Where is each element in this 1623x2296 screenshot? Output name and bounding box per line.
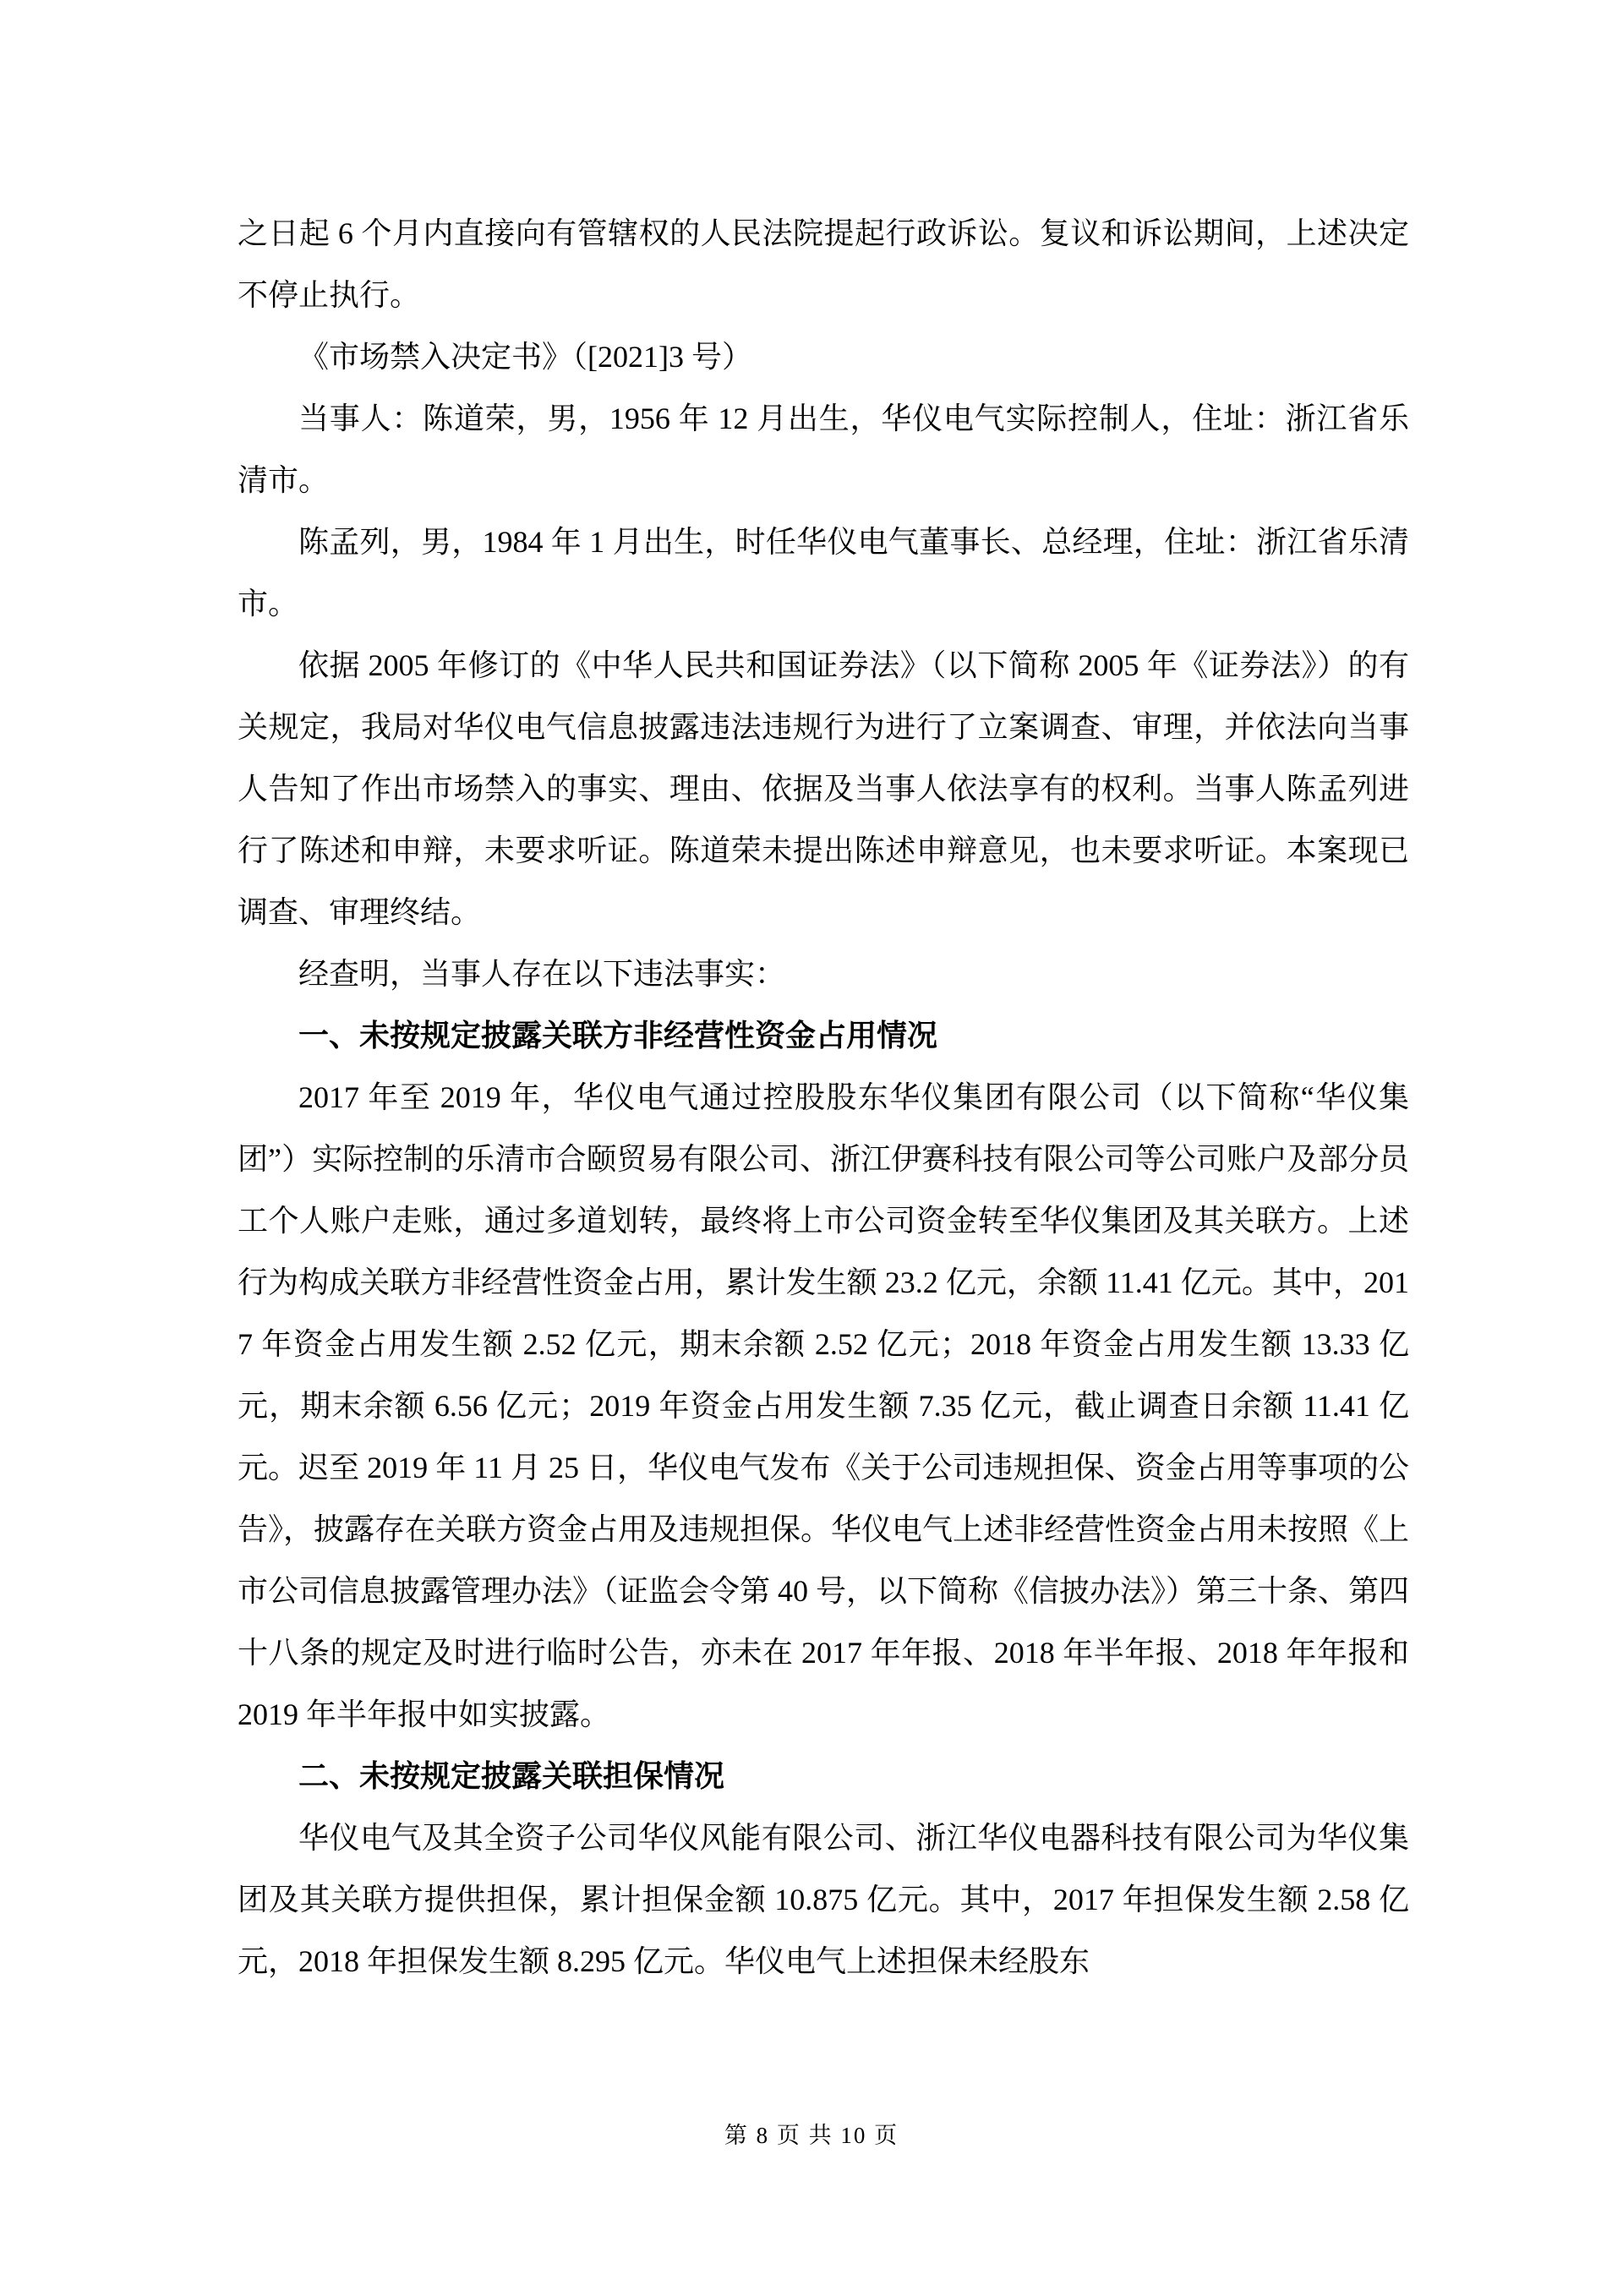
paragraph-guarantee-details: 华仪电气及其全资子公司华仪风能有限公司、浙江华仪电器科技有限公司为华仪集团及其关联方提供担保，累计担保金额 10.875 亿元。其中，2017 年担保发生额 2.58 亿元，2018 年担保发生额 8.295 亿元。华仪电气上述担保未经股东: [238, 1821, 1409, 1978]
page-number-label: 第 8 页 共 10 页: [724, 2123, 899, 2148]
paragraph-legal-basis: 依据 2005 年修订的《中华人民共和国证券法》（以下简称 2005 年《证券法》）的有关规定，我局对华仪电气信息披露违法违规行为进行了立案调查、审理，并依法向当事人告知了作出市场禁入的事实、理由、依据及当事人依法享有的权利。当事人陈孟列进行了陈述和申辩，未要求听证。陈道荣未提出陈述申辩意见，也未要求听证。本案现已调查、审理终结。: [238, 648, 1409, 929]
page-footer: [0, 2118, 1623, 2152]
document-body: [238, 203, 1409, 1993]
paragraph-party-chen-mengle: 陈孟列，男，1984 年 1 月出生，时任华仪电气董事长、总经理，住址：浙江省乐清市。: [238, 525, 1409, 620]
paragraph-fund-occupation-details: 2017 年至 2019 年，华仪电气通过控股股东华仪集团有限公司（以下简称“华仪集团”）实际控制的乐清市合颐贸易有限公司、浙江伊赛科技有限公司等公司账户及部分员工个人账户走账，通过多道划转，最终将上市公司资金转至华仪集团及其关联方。上述行为构成关联方非经营性资金占用，累计发生额 23.2 亿元，余额 11.41 亿元。其中，2017 年资金占用发生额 2.52 亿元，期末余额 2.52 亿元；2018 年资金占用发生额 13.33 亿元，期末余额 6.56 亿元；2019 年资金占用发生额 7.35 亿元，截止调查日余额 11.41 亿元。迟至 2019 年 11 月 25 日，华仪电气发布《关于公司违规担保、资金占用等事项的公告》，披露存在关联方资金占用及违规担保。华仪电气上述非经营性资金占用未按照《上市公司信息披露管理办法》（证监会令第 40 号，以下简称《信披办法》）第三十条、第四十八条的规定及时进行临时公告，亦未在 2017 年年报、2018 年半年报、2018 年年报和 2019 年半年报中如实披露。: [238, 1080, 1410, 1731]
paragraph-findings-intro: 经查明，当事人存在以下违法事实：: [298, 957, 786, 991]
section-heading-1: 一、未按规定披露关联方非经营性资金占用情况: [298, 1019, 938, 1052]
paragraph-decision-title: 《市场禁入决定书》（[2021]3 号）: [298, 340, 752, 374]
paragraph-continuation: 之日起 6 个月内直接向有管辖权的人民法院提起行政诉讼。复议和诉讼期间，上述决定不停止执行。: [238, 216, 1409, 312]
section-heading-2: 二、未按规定披露关联担保情况: [298, 1759, 725, 1793]
paragraph-party-chen-daorong: 当事人：陈道荣，男，1956 年 12 月出生，华仪电气实际控制人，住址：浙江省乐清市。: [238, 402, 1409, 497]
